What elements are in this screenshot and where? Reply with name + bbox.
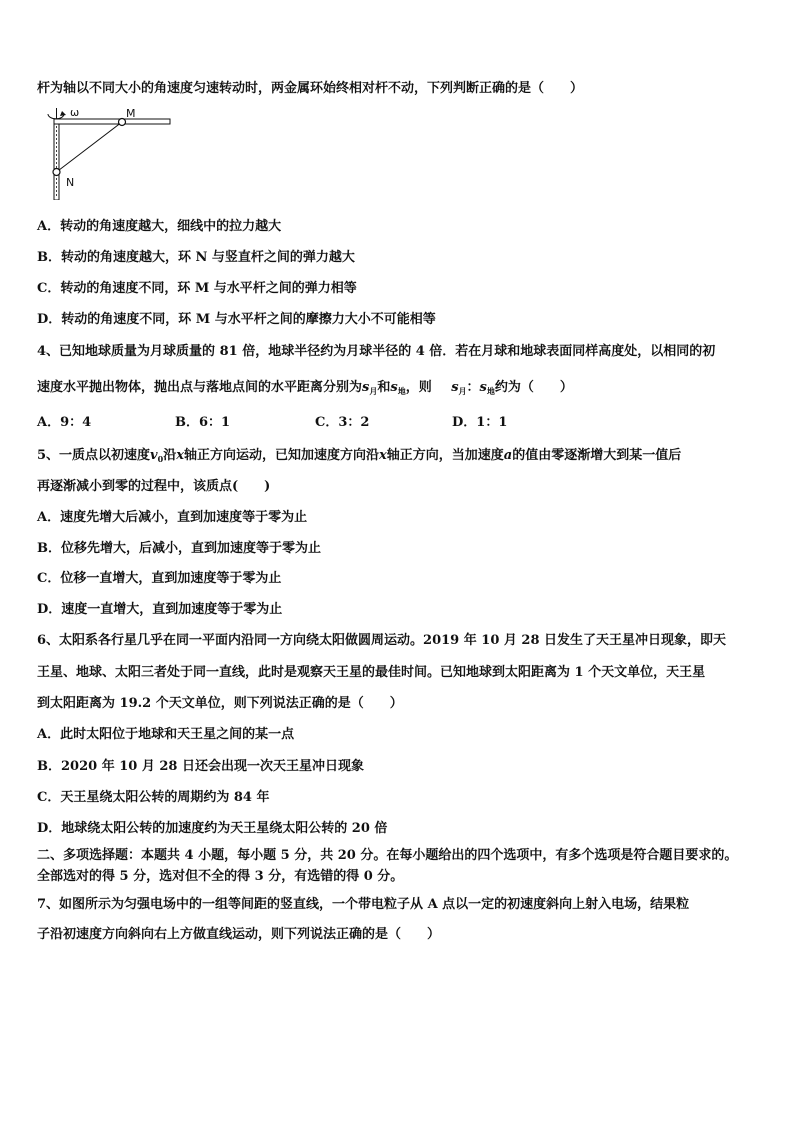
q4-option-c: C．3：2 [315,415,370,430]
q5-option-a: A．速度先增大后减小，直到加速度等于零为止 [37,510,308,525]
q5-line2: 再逐渐减小到零的过程中，该质点( ) [37,479,271,494]
q7-line2: 子沿初速度方向斜向右上方做直线运动，则下列说法正确的是（ ） [37,927,441,942]
q4-option-b: B．6：1 [175,415,231,430]
label-m: M [126,108,136,120]
q7-line1: 7、如图所示为匀强电场中的一组等间距的竖直线，一个带电粒子从 A 点以一定的初速度斜向上射入电场，结果粒 [37,897,690,912]
omega-label: ω [70,108,80,119]
q5-option-b: B．位移先增大，后减小，直到加速度等于零为止 [37,541,321,556]
rotating-rod-figure [42,108,172,200]
q6-line1: 6、太阳系各行星几乎在同一平面内沿同一方向绕太阳做圆周运动。2019 年 10 月 28 日发生了天王星冲日现象，即天 [37,633,727,648]
q6-option-b: B．2020 年 10 月 28 日还会出现一次天王星冲日现象 [37,759,364,774]
q3-option-b: B．转动的角速度越大，环 N 与竖直杆之间的弹力越大 [37,250,355,265]
q3-stem: 杆为轴以不同大小的角速度匀速转动时，两金属环始终相对杆不动，下列判断正确的是（ ） [37,81,584,96]
q4-line1: 4、已知地球质量为月球质量的 81 倍，地球半径约为月球半径的 4 倍．若在月球和地球表面同样高度处，以相同的初 [37,344,716,359]
q3-option-d: D．转动的角速度不同，环 M 与水平杆之间的摩擦力大小不可能相等 [37,312,436,327]
q4-option-d: D．1：1 [452,415,508,430]
q5-line1: 5、一质点以初速度$v_0$沿x轴正方向运动，已知加速度方向沿x轴正方向，当加速度a的值由零逐渐增大到某一值后 [37,448,682,464]
q6-line3: 到太阳距离为 19.2 个天文单位，则下列说法正确的是（ ） [37,696,403,711]
q6-option-c: C．天王星绕太阳公转的周期约为 84 年 [37,790,270,805]
q6-line2: 王星、地球、太阳三者处于同一直线，此时是观察天王星的最佳时间。已知地球到太阳距离为 1 个天文单位，天王星 [37,665,706,680]
ring-n [53,169,60,176]
ring-m [119,119,126,126]
section2-line2: 全部选对的得 5 分，选对但不全的得 3 分，有选错的得 0 分。 [37,869,404,884]
q5-option-d: D．速度一直增大，直到加速度等于零为止 [37,602,283,617]
string-line [57,122,123,172]
q3-option-c: C．转动的角速度不同，环 M 与水平杆之间的弹力相等 [37,281,357,296]
q3-option-a: A．转动的角速度越大，细线中的拉力越大 [37,219,282,234]
q6-option-d: D．地球绕太阳公转的加速度约为天王星绕太阳公转的 20 倍 [37,821,388,836]
q4-option-a: A．9：4 [37,415,92,430]
horizontal-rod [54,119,170,124]
q4-line2: 速度水平抛出物体，抛出点与落地点间的水平距离分别为$s_月$和$s_地$，则 $s_月$：$s_地$约为（ ） [37,380,573,396]
label-n: N [66,176,75,189]
q5-option-c: C．位移一直增大，直到加速度等于零为止 [37,571,282,586]
q6-option-a: A．此时太阳位于地球和天王星之间的某一点 [37,727,295,742]
section2-line1: 二、多项选择题：本题共 4 小题，每小题 5 分，共 20 分。在每小题给出的四个选项中，有多个选项是符合题目要求的。 [37,848,738,863]
